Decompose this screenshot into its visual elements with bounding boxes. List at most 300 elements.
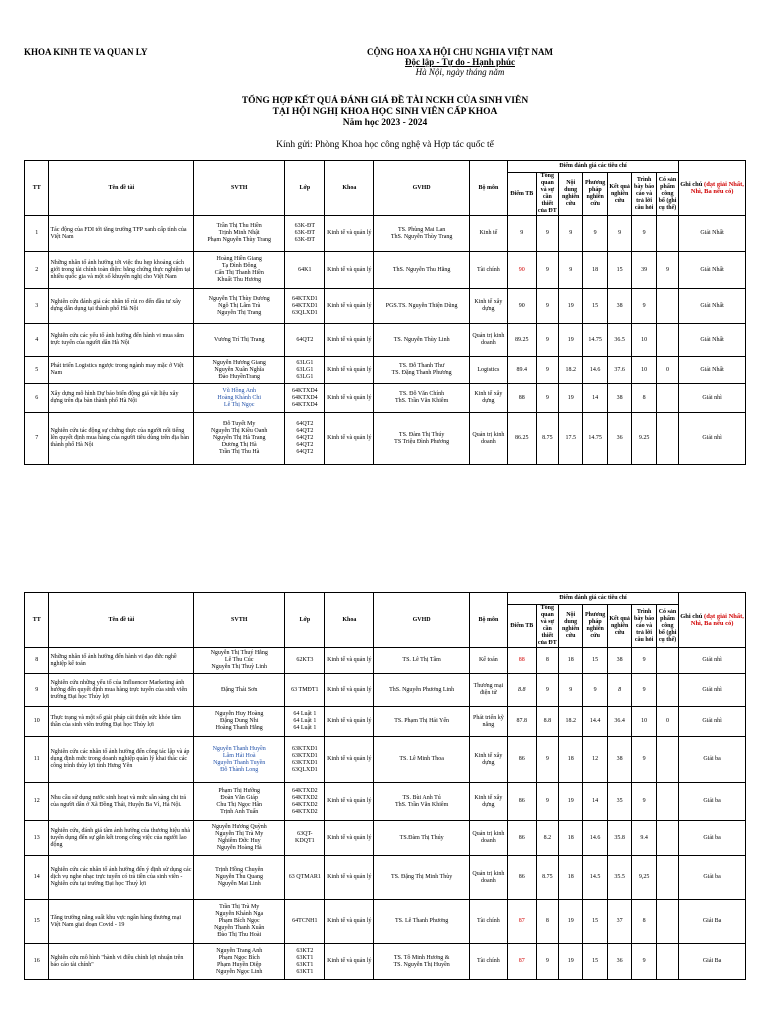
line: Nguyễn Khánh Nga	[215, 911, 264, 917]
department-cell: Logistics	[469, 357, 507, 384]
col-c2-header: Nội dung nghiên cứu	[558, 605, 582, 648]
criterion-score: 14.75	[583, 413, 607, 465]
criterion-score: 12	[583, 737, 607, 783]
students-cell	[194, 384, 285, 413]
topic-cell: Tác động của FDI tới tăng trưởng TFP xanh cấp tỉnh của Việt Nam	[49, 216, 194, 252]
faculty-cell: Kinh tế và quản lý	[325, 216, 374, 252]
criterion-score: 8	[632, 384, 656, 413]
department-cell: Kinh tế xây dựng	[469, 384, 507, 413]
line: Nguyễn Huy Hoàng	[215, 711, 264, 717]
criterion-score: 14.75	[583, 324, 607, 357]
line: Nguyễn Thu Quang	[215, 874, 263, 880]
criterion-score	[656, 674, 678, 707]
line: 64QT2	[296, 428, 314, 434]
line: Cấn Thị Thanh Hiền	[214, 270, 264, 276]
criterion-score: 35.8	[607, 821, 631, 856]
col-c5-header: Trình bày báo cáo và trả lời câu hỏi	[632, 173, 656, 216]
col-c4-header: Kết quả nghiên cứu	[607, 605, 631, 648]
topic-cell: Nghiên cứu đánh giá các nhân tố rủi ro đến đầu tư xây dựng dẫn dụng tại thành phố Hà Nội	[49, 289, 194, 324]
criterion-score: 38	[607, 384, 631, 413]
line: 64QT2	[296, 336, 314, 343]
average-score: 86	[507, 821, 536, 856]
faculty-cell: Kinh tế và quản lý	[325, 648, 374, 674]
criterion-score: 36	[607, 944, 631, 980]
col-c5-header: Trình bày báo cáo và trả lời câu hỏi	[632, 605, 656, 648]
class-cell	[285, 289, 325, 324]
award-note: Giải Nhất	[679, 324, 746, 357]
students-cell	[194, 707, 285, 737]
line: 62KT3	[296, 657, 314, 663]
topic-cell: Nghiên cứu mô hình "hành vi điều chỉnh lợi nhuận trên báo cáo tài chính"	[49, 944, 194, 980]
criterion-score: 9,25	[632, 856, 656, 900]
line: 63KTXD1	[292, 745, 318, 752]
criterion-score	[656, 821, 678, 856]
criterion-score: 18.2	[558, 357, 582, 384]
line: Nguyễn Thị Kiều Oanh	[211, 428, 268, 434]
table-row	[25, 357, 746, 384]
topic-cell: Phát triển Logistics ngược trong ngành may mặc ở Việt Nam	[49, 357, 194, 384]
line: 64KTXD1	[292, 302, 318, 309]
award-note: Giải ba	[679, 737, 746, 783]
line: Nghiêm Đức Huy	[217, 838, 261, 844]
topic-cell: Nghiên cứu tác động sự chứng thực của người nổi tiếng lên quyết định mua hàng của người tiêu dùng trên địa bàn thành phố Hà Nội	[49, 413, 194, 465]
faculty-cell: Kinh tế và quản lý	[325, 357, 374, 384]
faculty-header: KHOA KINH TE VA QUAN LY	[24, 47, 148, 57]
row-number: 16	[25, 944, 49, 980]
line: ThS. Trần Văn Khiêm	[395, 801, 449, 808]
criterion-score: 9	[607, 216, 631, 252]
line: TS. Lê Minh Thoa	[399, 756, 444, 762]
criterion-score	[656, 737, 678, 783]
advisor-cell	[374, 783, 470, 821]
faculty-cell: Kinh tế và quản lý	[325, 324, 374, 357]
row-number: 14	[25, 856, 49, 900]
faculty-cell: Kinh tế và quản lý	[325, 944, 374, 980]
criterion-score: 0	[656, 707, 678, 737]
department-cell: Quản trị kinh doanh	[469, 324, 507, 357]
line: 64 Luật 1	[293, 711, 317, 717]
criterion-score: 9	[536, 357, 558, 384]
faculty-cell: Kinh tế và quản lý	[325, 856, 374, 900]
line: 63 TMĐT1	[291, 686, 319, 693]
criterion-score: 15	[583, 648, 607, 674]
line: Nguyễn Xuân Nghĩa	[214, 366, 265, 373]
line: Nguyễn Hoàng Hà	[216, 845, 262, 851]
table-row	[25, 648, 746, 674]
line: 63K-ĐT	[294, 230, 315, 236]
criterion-score: 14	[583, 783, 607, 821]
line: Nguyễn Thanh Xuân	[214, 925, 265, 931]
table-row	[25, 856, 746, 900]
col-advisor-header: GVHD	[374, 593, 470, 648]
col-department-header: Bộ môn	[469, 593, 507, 648]
criterion-score: 38	[607, 648, 631, 674]
criterion-score: 15	[583, 900, 607, 944]
line: TS. Đỗ Văn Chính	[399, 391, 445, 397]
topic-cell: Xây dựng mô hình Dự báo biến động giá vật liệu xây dựng trên địa bàn thành phố Hà Nội	[49, 384, 194, 413]
place-date: Hà Nội, ngày tháng năm	[415, 67, 505, 77]
table-row	[25, 413, 746, 465]
faculty-cell: Kinh tế và quản lý	[325, 900, 374, 944]
advisor-cell	[374, 216, 470, 252]
line: ThS. Nguyễn Phương Linh	[389, 686, 455, 693]
row-number: 3	[25, 289, 49, 324]
criterion-score: 14	[583, 384, 607, 413]
line: 64KTXD4	[292, 394, 318, 401]
criterion-score: 9	[632, 289, 656, 324]
col-class-header: Lớp	[285, 593, 325, 648]
average-score: 90	[507, 252, 536, 289]
faculty-cell: Kinh tế và quản lý	[325, 413, 374, 465]
criterion-score: 17.5	[558, 413, 582, 465]
line: Lâm Hải Hoà	[222, 752, 256, 759]
topic-cell: Nghiên cứu các nhân tố ảnh hưởng đến công tác lập và áp dụng định mức trong doanh nghiệp quản lý khai thác các công trình thủy lợi tỉnh Hưng Yên	[49, 737, 194, 783]
criterion-score: 10	[632, 707, 656, 737]
line: 64 Luật 1	[293, 718, 317, 724]
row-number: 4	[25, 324, 49, 357]
criterion-score: 18.2	[558, 707, 582, 737]
students-cell	[194, 783, 285, 821]
line: Đỗ Tuyết My	[223, 421, 256, 427]
criterion-score: 9	[536, 252, 558, 289]
students-cell	[194, 944, 285, 980]
criterion-score: 0	[656, 357, 678, 384]
criterion-score	[656, 324, 678, 357]
line: 63KTXD1	[292, 752, 318, 759]
col-topic-header: Tên đề tài	[49, 593, 194, 648]
advisor-cell	[374, 324, 470, 357]
line: Lê Thu Cúc	[224, 657, 254, 663]
class-cell	[285, 413, 325, 465]
award-note: Giải Ba	[679, 900, 746, 944]
salutation: Kính gửi: Phòng Khoa học công nghệ và Hợp tác quốc tế	[276, 140, 494, 150]
class-cell	[285, 900, 325, 944]
department-cell: Tài chính	[469, 944, 507, 980]
criterion-score	[656, 783, 678, 821]
criterion-score: 8	[607, 674, 631, 707]
average-score: 89.4	[507, 357, 536, 384]
criterion-score	[656, 900, 678, 944]
col-topic-header: Tên đề tài	[49, 161, 194, 216]
motto: Độc lập - Tự do - Hạnh phúc	[404, 57, 515, 67]
criterion-score: 8	[536, 900, 558, 944]
faculty-cell: Kinh tế và quản lý	[325, 674, 374, 707]
advisor-cell	[374, 900, 470, 944]
average-score: 87.8	[507, 707, 536, 737]
line: Phạm Nguyễn Thùy Trang	[207, 237, 272, 243]
col-class-header: Lớp	[285, 161, 325, 216]
table-row	[25, 900, 746, 944]
advisor-cell	[374, 413, 470, 465]
line: Đào Thị Thu Hoài	[217, 932, 262, 938]
department-cell: Kế toán	[469, 648, 507, 674]
line: 64KTXD2	[292, 787, 318, 794]
row-number: 7	[25, 413, 49, 465]
line: 64KTXD1	[292, 295, 318, 302]
topic-cell: Những nhân tố ảnh hưởng đến hành vi đạo đức nghề nghiệp kế toán	[49, 648, 194, 674]
table-row	[25, 289, 746, 324]
criterion-score: 9	[656, 252, 678, 289]
col-note-header	[679, 161, 746, 216]
advisor-cell	[374, 674, 470, 707]
line: Hoàng Thanh Hằng	[215, 725, 263, 731]
line: Khuất Thu Hương	[217, 277, 262, 283]
class-cell	[285, 648, 325, 674]
criterion-score: 36	[607, 413, 631, 465]
line: 64K1	[298, 266, 312, 273]
note-red-label: (đạt giải Nhất, Nhì, Ba nếu có)	[690, 181, 744, 195]
criterion-score	[656, 289, 678, 324]
line: PGS.TS. Nguyễn Thiện Dũng	[385, 302, 458, 309]
faculty-cell: Kinh tế và quản lý	[325, 289, 374, 324]
table-row	[25, 674, 746, 707]
average-score: 88	[507, 648, 536, 674]
line: Nguyễn Thị Trà My	[215, 831, 264, 837]
criterion-score: 9	[536, 289, 558, 324]
line: TS. Đặng Thanh Phương	[391, 370, 452, 376]
award-note: Giải Nhất	[679, 216, 746, 252]
award-note: Giải nhì	[679, 648, 746, 674]
line: Nguyễn Thị Thuỳ Linh	[211, 664, 267, 670]
criterion-score: 35	[607, 783, 631, 821]
col-tt-header: TT	[25, 593, 49, 648]
country-name: CỘNG HOA XA HỘI CHU NGHIA VIỆT NAM	[367, 47, 553, 57]
faculty-cell: Kinh tế và quản lý	[325, 821, 374, 856]
criterion-score: 19	[558, 944, 582, 980]
advisor-cell	[374, 707, 470, 737]
line: KDQT1	[295, 838, 315, 844]
class-cell	[285, 384, 325, 413]
topic-cell: Nghiên cứu những yếu tố của Influencer Marketing ảnh hưởng đến quyết định mua hàng trực tuyến của sinh viên trường Đại học Thủy lợi	[49, 674, 194, 707]
department-cell: Quản trị kinh doanh	[469, 413, 507, 465]
topic-cell: Thực trạng và một số giải pháp cải thiện sức khỏe tâm thần của sinh viên trường Đại học Thủy lợi	[49, 707, 194, 737]
table-row	[25, 252, 746, 289]
criterion-score: 18	[558, 821, 582, 856]
class-cell	[285, 821, 325, 856]
average-score: 88	[507, 384, 536, 413]
students-cell	[194, 324, 285, 357]
class-cell	[285, 324, 325, 357]
line: ThS. Trần Văn Khiêm	[395, 398, 449, 404]
line: Phạm Huyền Diệp	[217, 961, 262, 968]
criterion-score: 9	[558, 216, 582, 252]
col-c3-header: Phương pháp nghiên cứu	[583, 173, 607, 216]
col-c4-header: Kết quả nghiên cứu	[607, 173, 631, 216]
students-cell	[194, 737, 285, 783]
students-cell	[194, 216, 285, 252]
row-number: 1	[25, 216, 49, 252]
line: TS. Đặng Thị Minh Thùy	[390, 874, 453, 880]
advisor-cell	[374, 821, 470, 856]
criterion-score: 19	[558, 324, 582, 357]
line: 63QLXD1	[292, 309, 318, 316]
criterion-score: 9	[632, 737, 656, 783]
topic-cell: Nghiên cứu, đánh giá tâm ảnh hưởng của thương hiệu nhà tuyển dụng đến sự gắn kết trong công việc của người lao động	[49, 821, 194, 856]
line: TS. Phạm Thị Hải Yến	[394, 718, 450, 724]
criterion-score: 37	[607, 900, 631, 944]
line: TS. Đỗ Thanh Thư	[398, 363, 445, 369]
award-note: Giải nhì	[679, 413, 746, 465]
class-cell	[285, 252, 325, 289]
average-score: 8.8	[507, 674, 536, 707]
department-cell: Kinh tế xây dựng	[469, 289, 507, 324]
advisor-cell	[374, 648, 470, 674]
department-cell: Phát triển kỹ năng	[469, 707, 507, 737]
criterion-score: 18	[583, 252, 607, 289]
criterion-score: 10	[632, 357, 656, 384]
row-number: 9	[25, 674, 49, 707]
criterion-score: 18	[558, 648, 582, 674]
line: Nguyễn Thị Trang	[217, 309, 262, 316]
line: Nguyễn Hương Quỳnh	[211, 824, 267, 830]
department-cell: Kinh tế xây dựng	[469, 783, 507, 821]
average-score: 86	[507, 783, 536, 821]
faculty-cell: Kinh tế và quản lý	[325, 737, 374, 783]
line: ThS. Nguyễn Thu Hằng	[392, 266, 451, 273]
award-note: Giải ba	[679, 856, 746, 900]
advisor-cell	[374, 856, 470, 900]
title-line-2: TẠI HỘI NGHỊ KHOA HỌC SINH VIÊN CẤP KHOA	[272, 107, 498, 117]
national-header	[330, 47, 590, 77]
line: TS. Nguyễn Thùy Linh	[393, 336, 450, 343]
department-cell: Thương mại điện tử	[469, 674, 507, 707]
criterion-score: 9	[536, 944, 558, 980]
col-tt-header: TT	[25, 161, 49, 216]
class-cell	[285, 216, 325, 252]
line: TS. Phùng Mai Lan	[397, 226, 446, 233]
title-line-3: Năm học 2023 - 2024	[342, 118, 428, 128]
criterion-score: 9	[632, 783, 656, 821]
criterion-score: 9.4	[632, 821, 656, 856]
advisor-cell	[374, 944, 470, 980]
criterion-score: 9	[536, 737, 558, 783]
criterion-score: 9	[536, 324, 558, 357]
line: 63LG1	[296, 366, 314, 373]
line: Nguyễn Thị Thùy Dương	[208, 295, 270, 302]
criterion-score: 36.5	[607, 324, 631, 357]
criterion-score: 38	[607, 737, 631, 783]
line: Vương Trí Thị Trang	[213, 336, 265, 343]
line: Nguyễn Ngọc Linh	[216, 968, 263, 975]
award-note: Giải ba	[679, 821, 746, 856]
line: 63K-ĐT	[294, 237, 315, 243]
line: 64KTXD2	[292, 794, 318, 801]
results-table-1	[24, 160, 746, 465]
line: Đào HuyềnTrang	[218, 373, 260, 380]
students-cell	[194, 252, 285, 289]
award-note: Giải Nhất	[679, 252, 746, 289]
col-c2-header: Nội dung nghiên cứu	[558, 173, 582, 216]
class-cell	[285, 737, 325, 783]
average-score: 86	[507, 737, 536, 783]
award-note: Giải Nhất	[679, 289, 746, 324]
average-score: 87	[507, 944, 536, 980]
criterion-score: 9	[583, 674, 607, 707]
row-number: 10	[25, 707, 49, 737]
criterion-score: 9	[632, 216, 656, 252]
criterion-score: 9	[558, 252, 582, 289]
criterion-score: 9	[558, 674, 582, 707]
col-students-header: SVTH	[194, 161, 285, 216]
line: TS. Lê Thanh Phương	[394, 918, 449, 924]
row-number: 15	[25, 900, 49, 944]
line: Trần Thị Thu Hà	[219, 449, 260, 455]
criterion-score: 19	[558, 289, 582, 324]
line: Nguyễn Hương Giang	[212, 359, 266, 366]
criterion-score: 9	[583, 216, 607, 252]
average-score: 87	[507, 900, 536, 944]
line: 63KT2	[296, 947, 314, 954]
criterion-score: 14.4	[583, 707, 607, 737]
criterion-score: 39	[632, 252, 656, 289]
line: 63LG1	[296, 373, 314, 380]
advisor-cell	[374, 357, 470, 384]
note-label: Ghi chú	[680, 613, 703, 620]
line: Nguyễn Trang Anh	[216, 947, 263, 954]
row-number: 12	[25, 783, 49, 821]
line: Chu Thị Ngọc Hân	[216, 801, 263, 808]
line: Nguyễn Mai Linh	[217, 881, 261, 887]
award-note: Giải nhì	[679, 674, 746, 707]
criterion-score: 9	[536, 384, 558, 413]
criterion-score: 8	[536, 648, 558, 674]
average-score: 89.25	[507, 324, 536, 357]
title-line-1: TỔNG HỢP KẾT QUẢ ĐÁNH GIÁ ĐỀ TÀI NCKH CỦA SINH VIÊN	[241, 96, 529, 106]
line: Trần Thị Trà My	[219, 904, 260, 910]
col-c6-header: Có sản phẩm công bố (ghi cụ thể)	[656, 173, 678, 216]
document-title	[150, 96, 620, 129]
col-c1-header: Tổng quan và sự cần thiết của ĐT	[537, 605, 557, 646]
department-cell: Quản trị kinh doanh	[469, 856, 507, 900]
class-cell	[285, 707, 325, 737]
criterion-score: 9.25	[632, 413, 656, 465]
line: 64QT2	[296, 421, 314, 427]
line: Nguyễn Thanh Huyền	[212, 745, 266, 752]
criterion-score: 8.8	[536, 707, 558, 737]
line: 64KTXD4	[292, 387, 318, 394]
class-cell	[285, 944, 325, 980]
row-number: 8	[25, 648, 49, 674]
line: 63K-ĐT	[294, 223, 315, 229]
line: Đặng Dung Nhi	[220, 718, 259, 724]
col-c1-header: Tổng quan và sự cần thiết của ĐT	[537, 173, 557, 214]
faculty-cell: Kinh tế và quản lý	[325, 707, 374, 737]
criterion-score: 8.75	[536, 413, 558, 465]
table-row	[25, 944, 746, 980]
criterion-score: 15	[607, 252, 631, 289]
col-note-header	[679, 593, 746, 648]
criterion-score: 8.2	[536, 821, 558, 856]
average-score: 9	[507, 216, 536, 252]
row-number: 2	[25, 252, 49, 289]
line: Đỗ Thành Long	[220, 766, 259, 773]
department-cell: Tài chính	[469, 252, 507, 289]
line: 64TCNH1	[292, 918, 318, 924]
class-cell	[285, 357, 325, 384]
topic-cell: Nghiên cứu các nhân tố ảnh hưởng đến ý định sử dụng các dịch vụ nghe nhạc trực tuyến có trả tiền của sinh viên - Nghiên cứu tại trường Đại học Thuỷ lợi	[49, 856, 194, 900]
line: Phạm Bích Ngọc	[218, 918, 260, 924]
topic-cell: Tăng trưởng năng suất khu vực ngân hàng thương mại Việt Nam giai đoạn Covid - 19	[49, 900, 194, 944]
line: Phạm Ngọc Bích	[218, 954, 260, 961]
average-score: 90	[507, 289, 536, 324]
students-cell	[194, 648, 285, 674]
line: TS. Tô Minh Hương &	[393, 954, 450, 961]
line: 64 Luật 1	[293, 725, 317, 731]
criterion-score: 9	[536, 216, 558, 252]
criterion-score: 9	[632, 648, 656, 674]
department-cell: Quản trị kinh doanh	[469, 821, 507, 856]
line: 63KT1	[296, 954, 314, 961]
